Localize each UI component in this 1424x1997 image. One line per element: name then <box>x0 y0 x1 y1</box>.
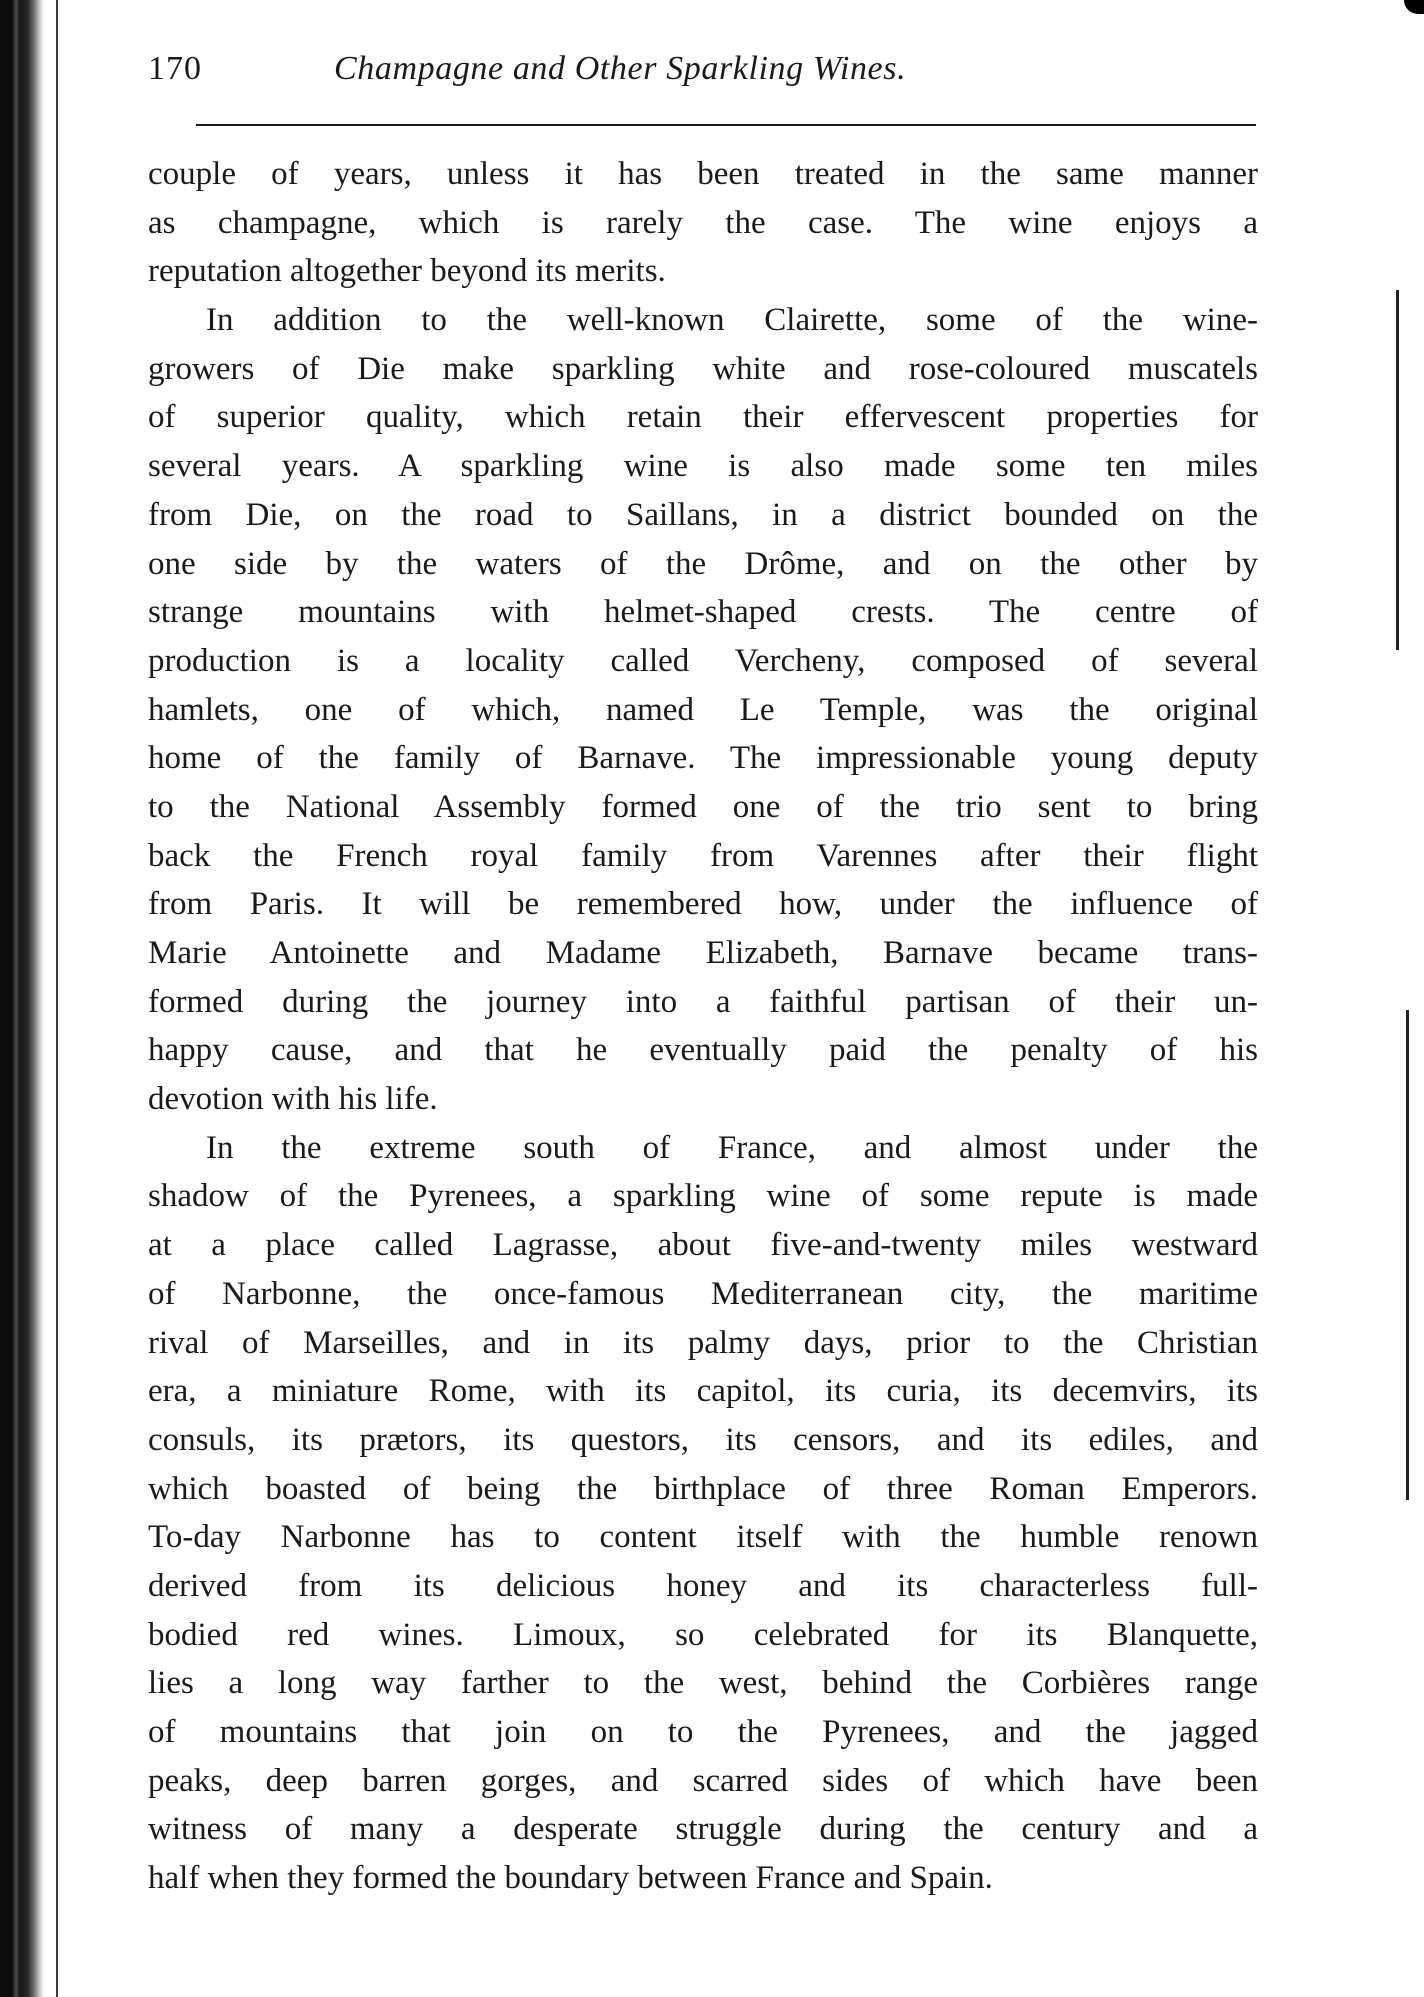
text-line: peaks, deep barren gorges, and scarred sides of which have been <box>148 1762 1258 1799</box>
text-line: happy cause, and that he eventually paid the penalty of his <box>148 1032 1258 1069</box>
text-line: as champagne, which is rarely the case. The wine enjoys a <box>148 204 1258 241</box>
text-line: at a place called Lagrasse, about five-and-twenty miles westward <box>148 1227 1258 1264</box>
corner-mark <box>1404 0 1424 14</box>
text-line: To-day Narbonne has to content itself with the humble renown <box>148 1519 1258 1556</box>
gutter-line <box>56 0 58 1997</box>
text-line: devotion with his life. <box>148 1081 438 1118</box>
text-line: of superior quality, which retain their effervescent properties for <box>148 399 1258 436</box>
text-line: In the extreme south of France, and almost under the <box>206 1129 1258 1166</box>
text-line: formed during the journey into a faithful partisan of their un- <box>148 983 1258 1020</box>
text-line: half when they formed the boundary between France and Spain. <box>148 1860 993 1897</box>
text-line: from Die, on the road to Saillans, in a district bounded on the <box>148 496 1258 533</box>
text-line: derived from its delicious honey and its characterless full- <box>148 1567 1258 1604</box>
running-title: Champagne and Other Sparkling Wines. <box>334 50 907 87</box>
text-line: to the National Assembly formed one of the trio sent to bring <box>148 788 1258 825</box>
text-line: one side by the waters of the Drôme, and on the other by <box>148 545 1258 582</box>
text-line: era, a miniature Rome, with its capitol, its curia, its decemvirs, its <box>148 1373 1258 1410</box>
text-line: of Narbonne, the once-famous Mediterranean city, the maritime <box>148 1275 1258 1312</box>
text-line: consuls, its prætors, its questors, its censors, and its ediles, and <box>148 1421 1258 1458</box>
text-line: production is a locality called Vercheny, composed of several <box>148 642 1258 679</box>
text-line: In addition to the well-known Clairette, some of the wine- <box>206 302 1258 339</box>
text-line: Marie Antoinette and Madame Elizabeth, Barnave became trans- <box>148 935 1258 971</box>
text-line: of mountains that join on to the Pyrenees, and the jagged <box>148 1714 1258 1750</box>
text-line: shadow of the Pyrenees, a sparkling wine of some repute is made <box>148 1178 1258 1215</box>
running-header <box>148 50 1258 100</box>
text-line: witness of many a desperate struggle during the century and a <box>148 1811 1258 1848</box>
text-line: reputation altogether beyond its merits. <box>148 253 666 290</box>
binding-edge <box>0 0 44 1997</box>
text-line: rival of Marseilles, and in its palmy days, prior to the Christian <box>148 1324 1258 1361</box>
page-number: 170 <box>148 50 202 87</box>
body-text <box>148 150 1258 1903</box>
margin-rule-lower <box>1406 1010 1409 1500</box>
paragraph-2 <box>148 296 1258 1124</box>
text-line: growers of Die make sparkling white and rose-coloured muscatels <box>148 350 1258 387</box>
text-line: which boasted of being the birthplace of three Roman Emperors. <box>148 1470 1258 1507</box>
text-line: strange mountains with helmet-shaped crests. The centre of <box>148 594 1258 631</box>
text-line: bodied red wines. Limoux, so celebrated for its Blanquette, <box>148 1616 1258 1653</box>
text-line: back the French royal family from Varennes after their flight <box>148 837 1258 874</box>
text-line: lies a long way farther to the west, behind the Corbières range <box>148 1665 1258 1702</box>
text-line: from Paris. It will be remembered how, under the influence of <box>148 886 1258 923</box>
text-line: several years. A sparkling wine is also made some ten miles <box>148 448 1258 485</box>
margin-rule-upper <box>1396 290 1399 650</box>
header-rule <box>196 124 1256 126</box>
paragraph-3 <box>148 1124 1258 1903</box>
text-line: home of the family of Barnave. The impressionable young deputy <box>148 740 1258 777</box>
text-line: couple of years, unless it has been treated in the same manner <box>148 156 1258 192</box>
text-line: hamlets, one of which, named Le Temple, was the original <box>148 691 1258 728</box>
paragraph-1 <box>148 150 1258 296</box>
